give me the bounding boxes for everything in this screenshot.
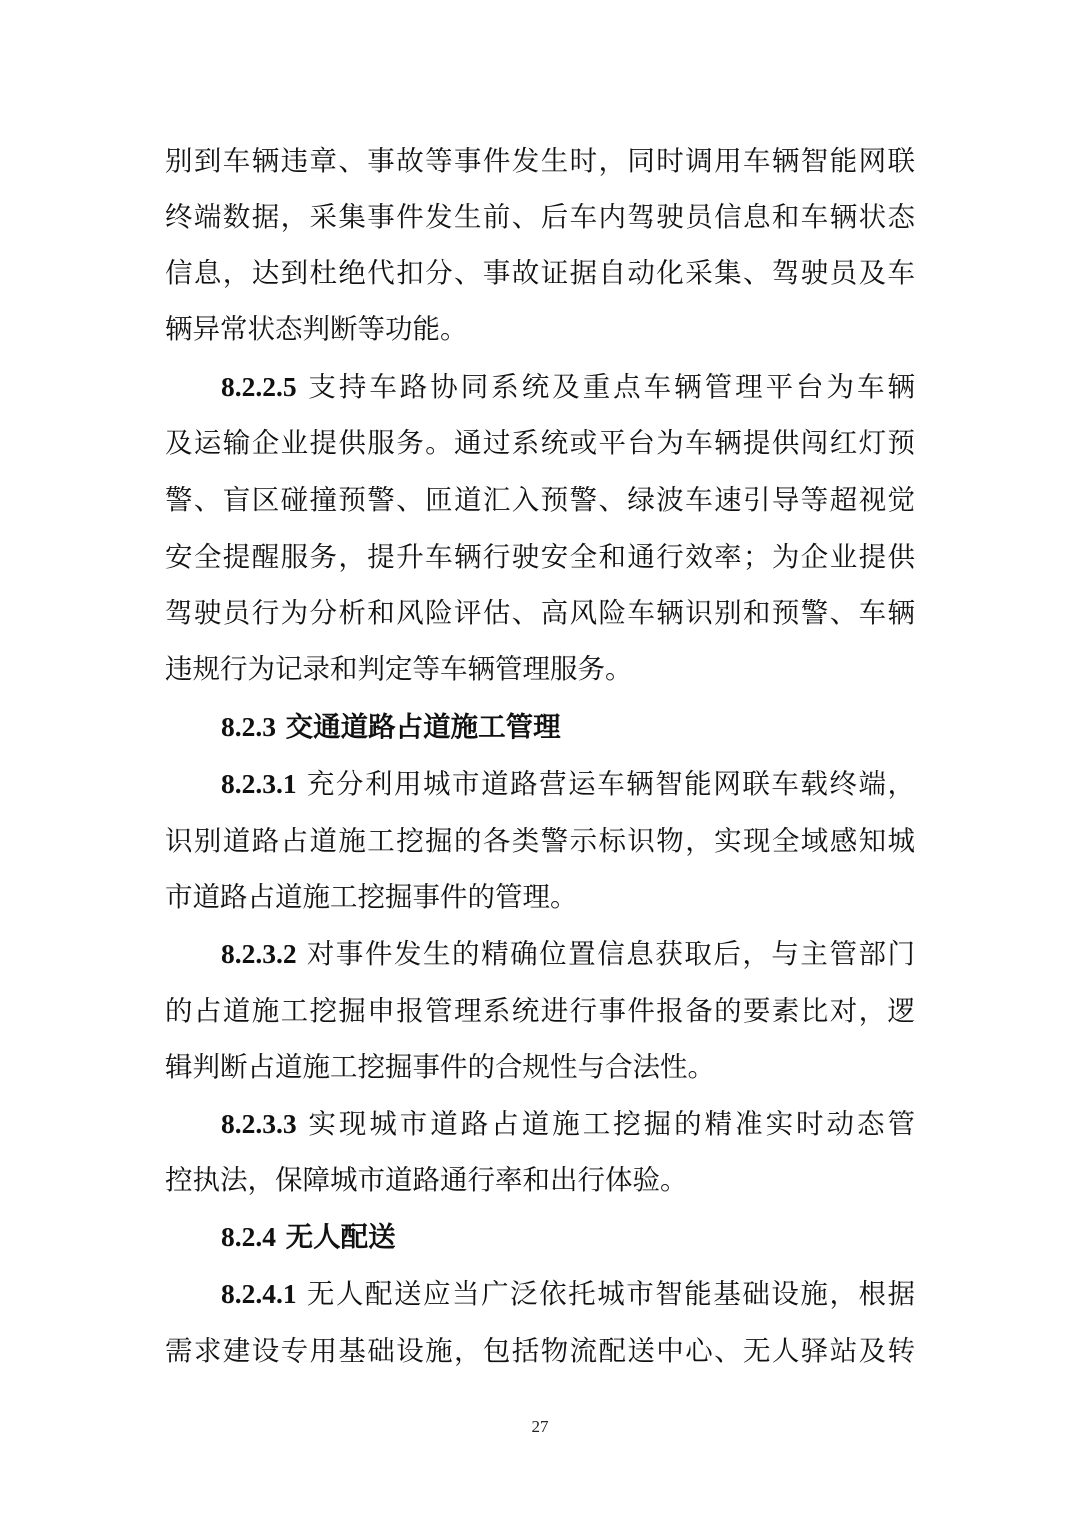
section-title: 交通道路占道施工管理 xyxy=(285,711,561,743)
clause-number: 8.2.4.1 xyxy=(221,1278,297,1309)
clause-number: 8.2.3 xyxy=(221,711,276,742)
body-line: 辑判断占道施工挖掘事件的合规性与合法性。 xyxy=(165,1051,715,1083)
clause-number: 8.2.2.5 xyxy=(221,371,297,402)
body-line: 驾驶员行为分析和风险评估、高风险车辆识别和预警、车辆 xyxy=(165,597,915,629)
body-line: 辆异常状态判断等功能。 xyxy=(165,313,468,345)
page-number: 27 xyxy=(531,1417,549,1436)
clause-8-2-3-3 xyxy=(221,1105,915,1143)
body-line: 警、盲区碰撞预警、匝道汇入预警、绿波车速引导等超视觉 xyxy=(165,484,915,516)
body-line: 控执法，保障城市道路通行率和出行体验。 xyxy=(165,1164,688,1196)
clause-text: 充分利用城市道路营运车辆智能网联车载终端， xyxy=(306,768,915,800)
clause-number: 8.2.3.2 xyxy=(221,938,297,969)
clause-text: 对事件发生的精确位置信息获取后，与主管部门 xyxy=(306,938,915,970)
body-line: 终端数据，采集事件发生前、后车内驾驶员信息和车辆状态 xyxy=(165,201,915,233)
clause-number: 8.2.3.1 xyxy=(221,768,297,799)
clause-8-2-4-1 xyxy=(221,1275,915,1313)
body-line: 市道路占道施工挖掘事件的管理。 xyxy=(165,881,578,913)
body-line: 信息，达到杜绝代扣分、事故证据自动化采集、驾驶员及车 xyxy=(165,257,915,289)
body-line: 及运输企业提供服务。通过系统或平台为车辆提供闯红灯预 xyxy=(165,427,915,459)
clause-text: 无人配送应当广泛依托城市智能基础设施，根据 xyxy=(306,1278,915,1310)
body-line: 的占道施工挖掘申报管理系统进行事件报备的要素比对，逻 xyxy=(165,995,915,1027)
body-line: 识别道路占道施工挖掘的各类警示标识物，实现全域感知城 xyxy=(165,825,915,857)
section-title: 无人配送 xyxy=(285,1221,396,1253)
clause-text: 支持车路协同系统及重点车辆管理平台为车辆 xyxy=(308,371,915,403)
clause-text: 实现城市道路占道施工挖掘的精准实时动态管 xyxy=(308,1108,915,1140)
body-line: 安全提醒服务，提升车辆行驶安全和通行效率；为企业提供 xyxy=(165,541,915,573)
clause-8-2-2-5 xyxy=(221,368,915,406)
body-line: 需求建设专用基础设施，包括物流配送中心、无人驿站及转 xyxy=(165,1335,915,1367)
clause-8-2-3-1 xyxy=(221,765,915,803)
section-heading-8-2-3 xyxy=(221,708,915,746)
clause-8-2-3-2 xyxy=(221,935,915,973)
body-line: 违规行为记录和判定等车辆管理服务。 xyxy=(165,653,633,685)
body-line: 别到车辆违章、事故等事件发生时，同时调用车辆智能网联 xyxy=(165,145,915,177)
clause-number: 8.2.4 xyxy=(221,1221,276,1252)
clause-number: 8.2.3.3 xyxy=(221,1108,297,1139)
section-heading-8-2-4 xyxy=(221,1218,915,1256)
